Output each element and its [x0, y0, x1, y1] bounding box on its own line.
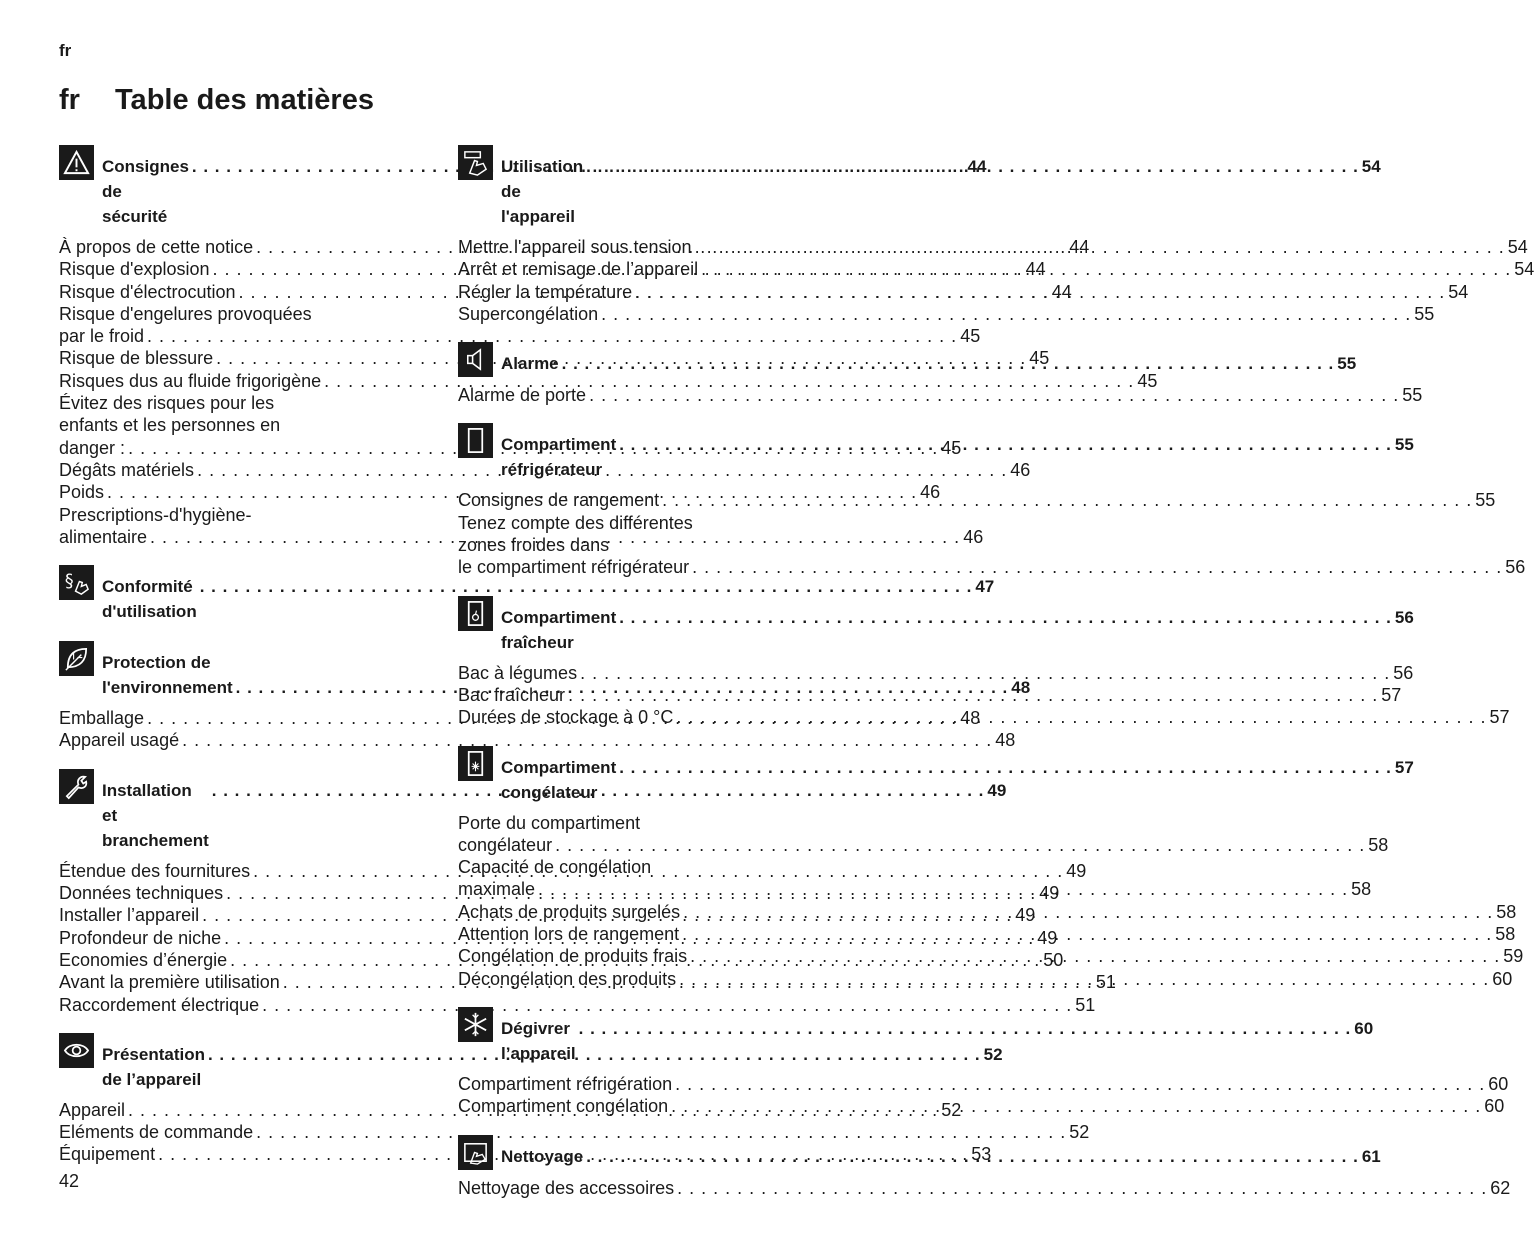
entry-title: par le froid: [59, 326, 145, 347]
section-page: 55: [1394, 435, 1414, 455]
svg-text:§: §: [64, 571, 74, 592]
entry-page: 59: [1503, 946, 1524, 967]
speaker-icon: [458, 342, 493, 377]
section-title: Protection de: [102, 653, 211, 673]
section-page: 56: [1394, 607, 1414, 627]
entry-page: 48: [960, 708, 981, 729]
toc-entry[interactable]: [59, 994, 1096, 1016]
entry-title: le compartiment réfrigérateur: [458, 557, 690, 578]
entry-page: 49: [1039, 883, 1060, 904]
section-page: 44: [967, 157, 987, 176]
entry-page: 58: [1495, 924, 1516, 945]
toc-entry[interactable]: [458, 1177, 1511, 1199]
entry-page: 49: [1037, 927, 1058, 948]
language-tag: fr: [59, 41, 72, 60]
title-language: fr: [59, 84, 80, 116]
section-title: Installation et branchement: [102, 780, 209, 850]
section-title: Conformité d'utilisation: [102, 577, 197, 622]
entry-title: Profondeur de niche: [59, 927, 222, 948]
entry-title: Emballage: [59, 708, 145, 729]
entry-page: 45: [1029, 348, 1050, 369]
toc-entry[interactable]: [458, 812, 1389, 857]
entry-page: 51: [1075, 994, 1096, 1015]
entry-page: 55: [1402, 385, 1423, 406]
section-page: 57: [1394, 757, 1414, 777]
section-title: Compartiment congélateur: [501, 757, 617, 802]
entry-page: 60: [1492, 968, 1513, 989]
entry-title: Appareil: [59, 1099, 126, 1120]
toc-entry[interactable]: [59, 370, 1158, 392]
section-page: 52: [983, 1044, 1003, 1064]
toc-entry[interactable]: [59, 1121, 1090, 1143]
entry-page: 49: [1015, 905, 1036, 926]
entry-page: 58: [1496, 901, 1517, 922]
entry-page: 55: [1475, 490, 1496, 511]
hand-controls-icon: [458, 145, 493, 180]
toc-entry[interactable]: [458, 662, 1414, 684]
entry-title: danger :: [59, 437, 126, 458]
entry-title: Bac fraîcheur: [458, 684, 566, 705]
entry-title: Achats de produits surgelés: [458, 901, 681, 922]
entry-title: Risques dus au fluide frigorigène: [59, 370, 322, 391]
leaf-icon: [59, 641, 94, 676]
section-title: Compartiment réfrigérateur: [501, 435, 617, 480]
toc-entry[interactable]: [458, 303, 1435, 325]
entry-page: 56: [1393, 662, 1414, 683]
entry-page: 58: [1351, 879, 1372, 900]
freezer-compartment-icon: [458, 746, 493, 781]
entry-page: 58: [1368, 834, 1389, 855]
entry-title: Supercongélation: [458, 303, 599, 324]
entry-title: Risque d'engelures provoquées: [59, 303, 312, 324]
page-number: 42: [59, 1171, 80, 1191]
entry-page: 60: [1488, 1073, 1509, 1094]
warning-icon: [59, 145, 94, 180]
entry-page: 45: [941, 437, 962, 458]
page-title: [59, 84, 374, 117]
cleaning-icon: [458, 1135, 493, 1170]
entry-page: 49: [1066, 860, 1087, 881]
entry-title: enfants et les personnes en: [59, 415, 281, 436]
toc-entry[interactable]: [458, 1073, 1509, 1095]
entry-title: Porte du compartiment: [458, 812, 641, 833]
entry-title: Décongélation des produits: [458, 968, 677, 989]
section-page: 47: [975, 577, 995, 597]
entry-title: maximale: [458, 879, 536, 900]
entry-title: Dégâts matériels: [59, 459, 195, 480]
entry-page: 51: [1095, 972, 1116, 993]
entry-page: 54: [1448, 281, 1469, 302]
entry-title: Prescriptions-d'hygiène-: [59, 504, 252, 525]
entry-title: Avant la première utilisation: [59, 972, 280, 993]
toc-entry[interactable]: [458, 384, 1423, 406]
entry-title: Raccordement électrique: [59, 994, 260, 1015]
entry-page: 46: [920, 482, 941, 503]
section-page: 54: [1361, 157, 1381, 176]
snowflake-icon: [458, 1007, 493, 1042]
entry-title: Appareil usagé: [59, 730, 180, 751]
section-title: Consignes de sécurité: [102, 157, 189, 226]
entry-title: Capacité de congélation: [458, 857, 652, 878]
entry-title: alimentaire: [59, 526, 148, 547]
entry-title: Installer l’appareil: [59, 905, 200, 926]
fridge-compartment-icon: [458, 423, 493, 458]
section-title: Nettoyage: [501, 1146, 584, 1166]
entry-title: zones froides dans: [458, 535, 610, 556]
entry-page: 54: [1514, 259, 1534, 280]
wrench-icon: [59, 769, 94, 804]
entry-list: [458, 1177, 1511, 1199]
entry-title: Congélation de produits frais: [458, 946, 688, 967]
section-page: 55: [1337, 354, 1357, 374]
toc-entry[interactable]: [59, 729, 1016, 751]
section-title: Utilisation de l'appareil: [501, 157, 584, 226]
entry-title: Équipement: [59, 1144, 156, 1165]
entry-title: Attention lors de rangement: [458, 924, 680, 945]
entry-page: 52: [1069, 1122, 1090, 1143]
entry-title: Consignes de rangement: [458, 490, 660, 511]
section-page: 49: [987, 780, 1007, 800]
entry-title: Étendue des fournitures: [59, 860, 251, 881]
entry-title: Bac à légumes: [458, 662, 578, 683]
entry-title: Nettoyage des accessoires: [458, 1177, 675, 1198]
entry-title: Risque d'explosion: [59, 259, 210, 280]
paragraph-hand-icon: [59, 565, 94, 600]
entry-title: Arrêt et remisage de l’appareil: [458, 259, 699, 280]
section-title: Compartiment fraîcheur: [501, 607, 617, 652]
entry-title: Compartiment congélation: [458, 1096, 669, 1117]
entry-title: Poids: [59, 482, 105, 503]
eye-icon: [59, 1033, 94, 1068]
entry-page: 57: [1489, 707, 1510, 728]
entry-page: 44: [1025, 259, 1046, 280]
entry-title: Eléments de commande: [59, 1122, 254, 1143]
entry-title: Durées de stockage à 0 °C: [458, 707, 674, 728]
section-header[interactable]: [458, 596, 1414, 655]
freshness-compartment-icon: [458, 596, 493, 631]
entry-title: Tenez compte des différentes: [458, 512, 693, 533]
entry-page: 56: [1505, 557, 1526, 578]
entry-title: Risque de blessure: [59, 348, 214, 369]
entry-page: 46: [963, 526, 984, 547]
entry-page: 50: [1043, 949, 1064, 970]
section-page: 48: [1011, 678, 1031, 698]
entry-title: congélateur: [458, 834, 553, 855]
entry-page: 48: [995, 730, 1016, 751]
entry-page: 45: [1137, 370, 1158, 391]
entry-page: 45: [960, 326, 981, 347]
entry-page: 44: [1051, 281, 1072, 302]
entry-title: Régler la température: [458, 281, 633, 302]
entry-title: Alarme de porte: [458, 385, 587, 406]
section-page: 61: [1361, 1146, 1381, 1166]
entry-page: 54: [1507, 237, 1528, 257]
entry-title: Données techniques: [59, 883, 224, 904]
entry-page: 55: [1414, 303, 1435, 324]
entry-title: Risque d'électrocution: [59, 281, 236, 302]
entry-page: 46: [1010, 459, 1031, 480]
entry-page: 62: [1490, 1177, 1511, 1198]
entry-title: Évitez des risques pour les: [59, 393, 275, 414]
entry-page: 53: [971, 1144, 992, 1165]
section-title: Dégivrer l’appareil: [501, 1018, 576, 1063]
section-page: 60: [1354, 1018, 1374, 1038]
entry-page: 44: [1069, 237, 1090, 257]
entry-page: 52: [941, 1099, 962, 1120]
entry-title: Mettre l'appareil sous tension: [458, 237, 692, 257]
entry-title: À propos de cette notice: [59, 237, 254, 257]
section-title: Présentation de l’appareil: [102, 1044, 205, 1089]
entry-title: Economies d’énergie: [59, 949, 228, 970]
entry-title: Compartiment réfrigération: [458, 1073, 673, 1094]
section-title: Alarme: [501, 354, 559, 374]
title-text: Table des matières: [115, 84, 374, 116]
section-title-continued: l'environnement: [102, 678, 233, 698]
entry-page: 60: [1484, 1096, 1505, 1117]
entry-page: 57: [1381, 684, 1402, 705]
toc-entry[interactable]: [59, 459, 1031, 481]
entry-list: [458, 384, 1423, 406]
